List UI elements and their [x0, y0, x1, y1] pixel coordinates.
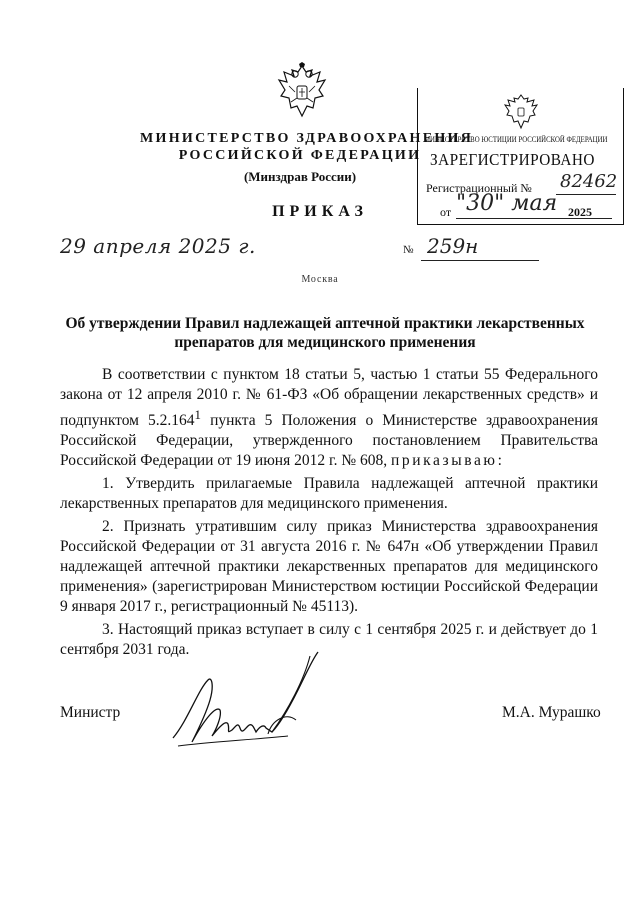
stamp-date-underline [456, 218, 612, 219]
document-title: Об утверждении Правил надлежащей аптечной практики лекарственных препаратов для медицинского применения [65, 315, 585, 351]
stamp-date: "30" мая [456, 191, 558, 216]
order-number-block [403, 234, 543, 262]
city-name: Москва [301, 274, 339, 285]
decree-word: приказываю: [390, 452, 505, 470]
preamble-text-b: пункта 5 Положения о Министерстве здравоохранения Российской Федерации, утвержденного постановлением Правительства Российской Федерации от 19 июня 2012 г. № 608, [60, 412, 598, 470]
preamble-paragraph [60, 365, 598, 471]
stamp-reg-label: Регистрационный № [426, 181, 532, 195]
stamp-reg-number: 82462 [560, 171, 618, 192]
document-body [60, 365, 598, 663]
stamp-title: ЗАРЕГИСТРИРОВАНО [430, 150, 595, 169]
signatory-title: Министр [60, 704, 121, 721]
stamp-year: 2025 [568, 205, 592, 219]
order-item-3: 3. Настоящий приказ вступает в силу с 1 сентября 2025 г. и действует до 1 сентября 2031 года. [60, 621, 598, 659]
ministry-short-name: (Минздрав России) [243, 169, 357, 184]
preamble-text-a: В соответствии с пунктом 18 статьи 5, частью 1 статьи 55 Федерального закона от 12 апреля 2010 г. № 61-ФЗ «Об обращении лекарственных средств» и подпунктом 5.2.164 [60, 366, 598, 430]
handwritten-signature [168, 650, 338, 760]
order-number: 259н [427, 234, 479, 258]
registration-stamp [417, 88, 624, 225]
stamp-reg-underline [556, 194, 616, 195]
order-number-underline [421, 260, 539, 261]
stamp-date-prefix: от [440, 205, 452, 219]
order-item-1: 1. Утвердить прилагаемые Правила надлежащей аптечной практики лекарственных препаратов для медицинского применения. [60, 475, 598, 513]
ministry-name-line1: МИНИСТЕРСТВО ЗДРАВООХРАНЕНИЯ [140, 131, 474, 146]
ministry-name-line2: РОССИЙСКОЙ ФЕДЕРАЦИИ [178, 148, 422, 163]
order-date: 29 апреля 2025 г. [60, 234, 256, 258]
stamp-ministry-name: МИНИСТЕРСТВО ЮСТИЦИИ РОССИЙСКОЙ ФЕДЕРАЦИИ [424, 135, 608, 144]
stamp-emblem-icon [503, 92, 539, 132]
order-item-2: 2. Признать утратившим силу приказ Министерства здравоохранения Российской Федерации от 31 августа 2016 г. № 647н «Об утверждении Правил надлежащей аптечной практики лекарственных препаратов для медицинского применения» (зарегистрирован Министерством юстиции Российской Федерации 9 января 2017 г., регистрационный № 45113). [60, 518, 598, 616]
ministry-header [140, 130, 474, 185]
coat-of-arms-icon [275, 62, 329, 124]
footnote-mark: 1 [194, 407, 201, 422]
signatory-name: М.А. Мурашко [502, 704, 601, 721]
order-heading: ПРИКАЗ [272, 203, 368, 220]
number-sign: № [403, 244, 414, 256]
